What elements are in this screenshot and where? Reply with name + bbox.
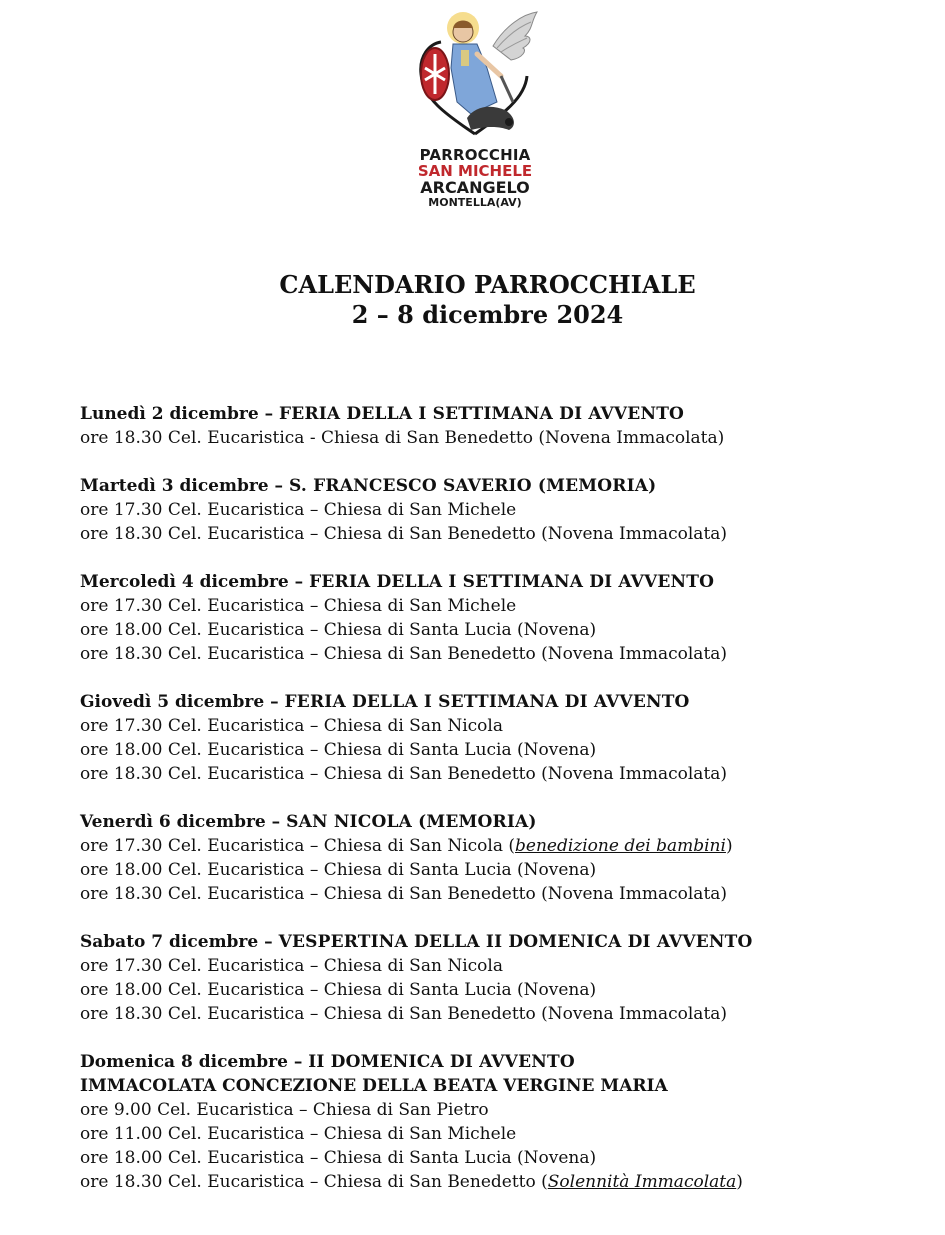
mass-entry-text: ore 17.30 Cel. Eucaristica – Chiesa di San Nicola ( [80, 836, 515, 856]
day-block [80, 474, 930, 546]
day-separator: – [288, 572, 310, 592]
day-date: Mercoledì 4 dicembre [80, 572, 289, 592]
page-title [0, 270, 945, 330]
day-heading [80, 690, 930, 714]
mass-entry-note: Solennità Immacolata [547, 1172, 737, 1192]
mass-entry: ore 17.30 Cel. Eucaristica – Chiesa di San Michele [80, 596, 517, 616]
mass-entry-text: ore 18.30 Cel. Eucaristica – Chiesa di San Benedetto ( [80, 1172, 548, 1192]
day-separator: – [268, 476, 289, 496]
day-feast: SAN NICOLA (MEMORIA) [286, 812, 537, 832]
day-block [80, 690, 930, 786]
day-separator: – [258, 404, 280, 424]
day-feast: S. FRANCESCO SAVERIO (MEMORIA) [288, 476, 657, 496]
mass-entry: ore 18.30 Cel. Eucaristica – Chiesa di San Benedetto (Novena Immacolata) [80, 1004, 728, 1024]
mass-entry: ore 18.00 Cel. Eucaristica – Chiesa di Santa Lucia (Novena) [80, 620, 597, 640]
weekly-schedule [80, 402, 930, 1218]
day-heading [80, 570, 930, 594]
title-line1: CALENDARIO PARROCCHIALE [279, 270, 696, 299]
parish-name [360, 148, 590, 208]
day-heading [80, 402, 930, 426]
day-feast-secondary: IMMACOLATA CONCEZIONE DELLA BEATA VERGINE MARIA [80, 1076, 668, 1096]
mass-entry: ore 18.00 Cel. Eucaristica – Chiesa di Santa Lucia (Novena) [80, 980, 597, 1000]
mass-entry: ore 18.00 Cel. Eucaristica – Chiesa di Santa Lucia (Novena) [80, 740, 597, 760]
mass-entry: ore 18.30 Cel. Eucaristica - Chiesa di San Benedetto (Novena Immacolata) [80, 428, 725, 448]
mass-entry: ore 17.30 Cel. Eucaristica – Chiesa di San Nicola [80, 716, 503, 736]
title-line2: 2 – 8 dicembre 2024 [351, 300, 624, 329]
mass-entry: ore 18.30 Cel. Eucaristica – Chiesa di San Benedetto (Novena Immacolata) [80, 644, 728, 664]
mass-entry: ore 18.00 Cel. Eucaristica – Chiesa di Santa Lucia (Novena) [80, 1148, 597, 1168]
mass-entry-note: benedizione dei bambini [515, 836, 726, 856]
mass-entry: ore 18.00 Cel. Eucaristica – Chiesa di Santa Lucia (Novena) [80, 860, 597, 880]
day-heading [80, 810, 930, 834]
mass-entry-close: ) [725, 836, 733, 856]
parish-name-line3: ARCANGELO [420, 178, 530, 197]
mass-entry: ore 17.30 Cel. Eucaristica – Chiesa di San Nicola [80, 956, 503, 976]
day-block [80, 930, 930, 1026]
day-feast: VESPERTINA DELLA II DOMENICA DI AVVENTO [278, 932, 753, 952]
day-date: Venerdì 6 dicembre [80, 812, 266, 832]
parish-logo [405, 6, 545, 156]
day-block [80, 570, 930, 666]
mass-entry: ore 17.30 Cel. Eucaristica – Chiesa di San Michele [80, 500, 517, 520]
mass-entry: ore 18.30 Cel. Eucaristica – Chiesa di San Benedetto (Novena Immacolata) [80, 764, 728, 784]
day-separator: – [265, 812, 287, 832]
day-block [80, 810, 930, 906]
day-feast: FERIA DELLA I SETTIMANA DI AVVENTO [279, 404, 685, 424]
day-date: Sabato 7 dicembre [80, 932, 259, 952]
day-date: Giovedì 5 dicembre [80, 692, 265, 712]
day-feast: II DOMENICA DI AVVENTO [308, 1052, 575, 1072]
day-separator: – [287, 1052, 309, 1072]
day-heading [80, 930, 930, 954]
mass-entry [80, 834, 930, 858]
parish-name-line1: PARROCCHIA [419, 146, 531, 164]
day-date: Domenica 8 dicembre [80, 1052, 288, 1072]
parish-name-line2: SAN MICHELE [417, 162, 533, 180]
saint-michael-emblem-icon [405, 6, 545, 156]
day-date: Martedì 3 dicembre [80, 476, 269, 496]
parish-location: MONTELLA(AV) [428, 196, 522, 209]
mass-entry: ore 9.00 Cel. Eucaristica – Chiesa di San Pietro [80, 1100, 489, 1120]
day-heading [80, 1050, 930, 1074]
day-block [80, 1050, 930, 1194]
mass-entry: ore 11.00 Cel. Eucaristica – Chiesa di San Michele [80, 1124, 517, 1144]
day-date: Lunedì 2 dicembre [80, 404, 259, 424]
day-heading [80, 474, 930, 498]
day-block [80, 402, 930, 450]
day-feast: FERIA DELLA I SETTIMANA DI AVVENTO [284, 692, 690, 712]
day-separator: – [264, 692, 285, 712]
mass-entry-close: ) [736, 1172, 743, 1192]
day-feast: FERIA DELLA I SETTIMANA DI AVVENTO [309, 572, 715, 592]
mass-entry [80, 1170, 930, 1194]
mass-entry: ore 18.30 Cel. Eucaristica – Chiesa di San Benedetto (Novena Immacolata) [80, 524, 728, 544]
day-separator: – [258, 932, 279, 952]
mass-entry: ore 18.30 Cel. Eucaristica – Chiesa di San Benedetto (Novena Immacolata) [80, 884, 728, 904]
